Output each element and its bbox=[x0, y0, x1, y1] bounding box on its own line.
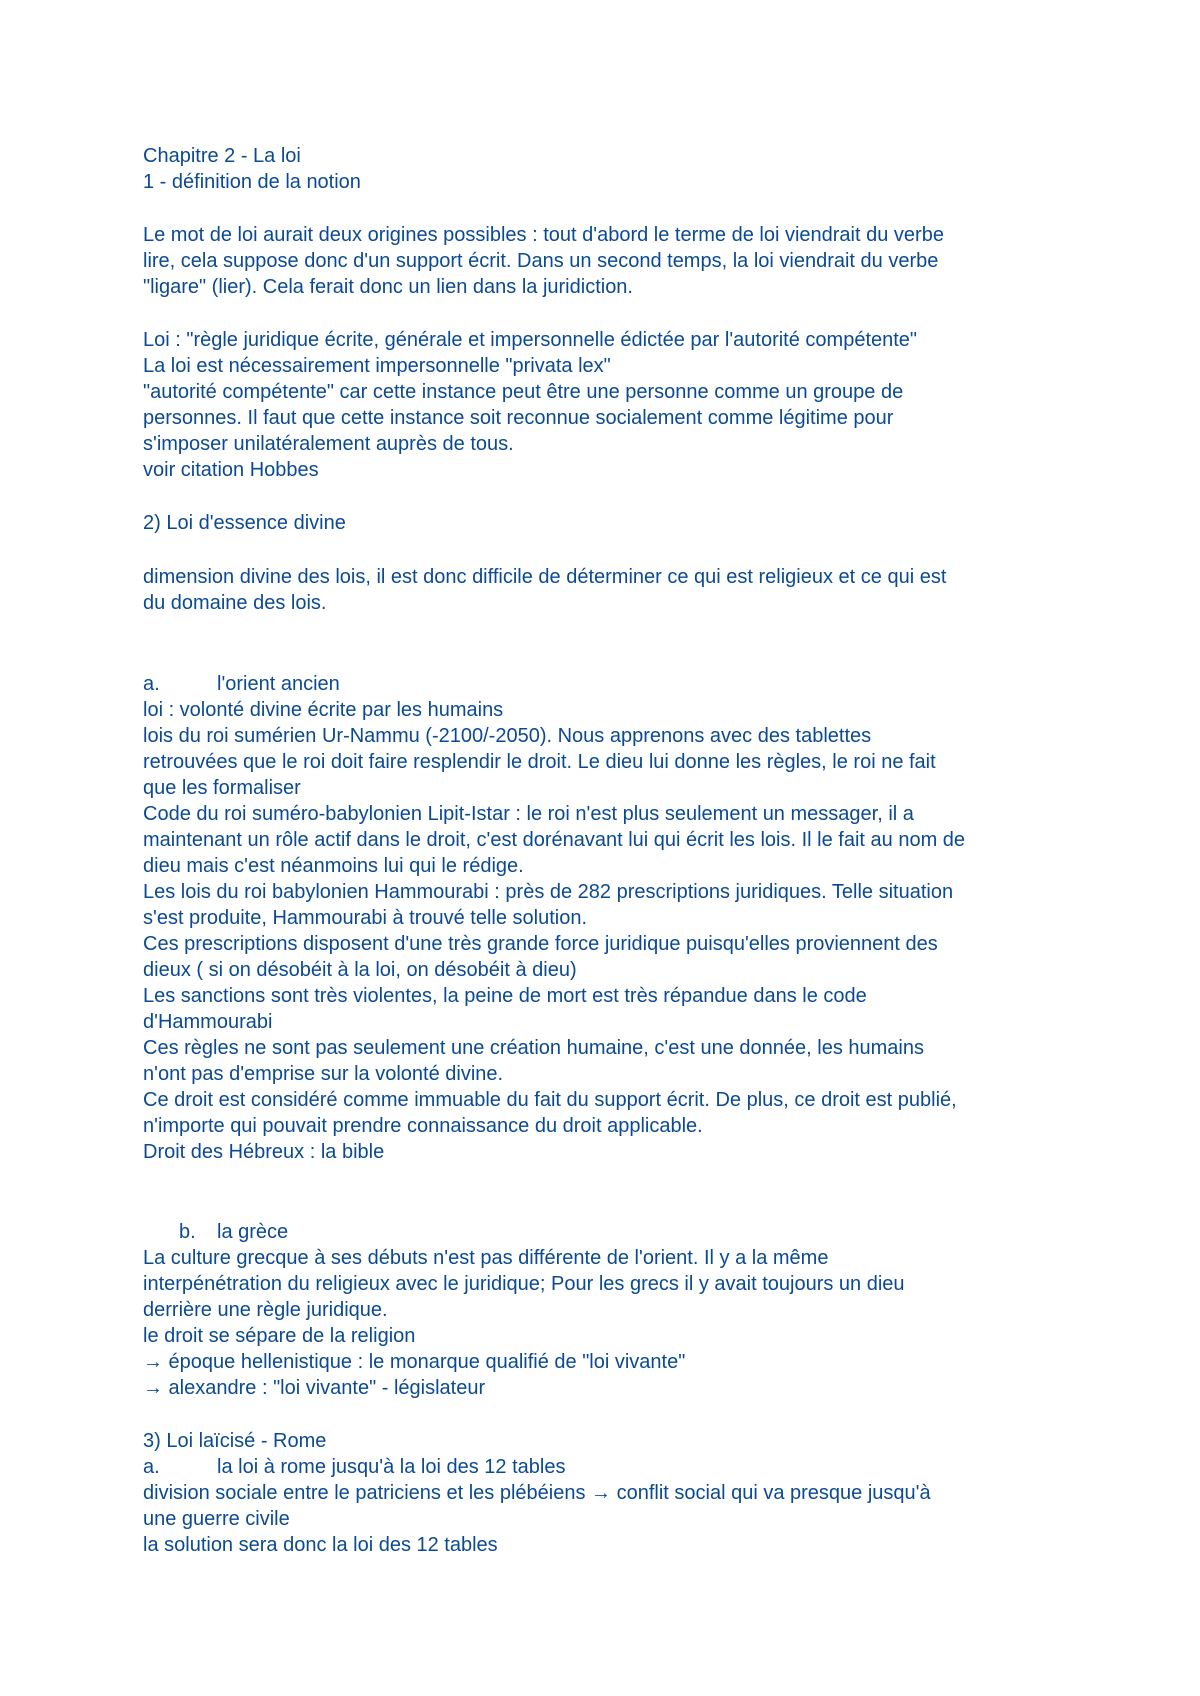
paragraph-line: n'ont pas d'emprise sur la volonté divine. bbox=[143, 1063, 504, 1085]
paragraph-line: d'Hammourabi bbox=[143, 1011, 273, 1033]
paragraph-line: retrouvées que le roi doit faire resplendir le droit. Le dieu lui donne les règles, le roi ne fait bbox=[143, 751, 936, 773]
paragraph-line: → époque hellenistique : le monarque qualifié de "loi vivante" bbox=[143, 1351, 686, 1373]
paragraph-line: La culture grecque à ses débuts n'est pas différente de l'orient. Il y a la même bbox=[143, 1247, 829, 1269]
section-1-heading: 1 - définition de la notion bbox=[143, 171, 361, 193]
subsection-title: l'orient ancien bbox=[217, 673, 340, 695]
list-label: a. bbox=[143, 673, 160, 695]
paragraph-line: dieux ( si on désobéit à la loi, on désobéit à dieu) bbox=[143, 959, 577, 981]
paragraph-line: Loi : "règle juridique écrite, générale et impersonnelle édictée par l'autorité compétente" bbox=[143, 329, 918, 351]
chapter-title: Chapitre 2 - La loi bbox=[143, 145, 301, 167]
paragraph-line: personnes. Il faut que cette instance soit reconnue socialement comme légitime pour bbox=[143, 407, 894, 429]
paragraph-line: dimension divine des lois, il est donc difficile de déterminer ce qui est religieux et ce qui est bbox=[143, 566, 947, 588]
paragraph-line: maintenant un rôle actif dans le droit, c'est dorénavant lui qui écrit les lois. Il le fait au nom de bbox=[143, 829, 966, 851]
paragraph-line: s'imposer unilatéralement auprès de tous. bbox=[143, 433, 514, 455]
list-label: a. bbox=[143, 1456, 160, 1478]
section-3-heading: 3) Loi laïcisé - Rome bbox=[143, 1430, 327, 1452]
paragraph-line: lois du roi sumérien Ur-Nammu (-2100/-2050). Nous apprenons avec des tablettes bbox=[143, 725, 872, 747]
paragraph-line: s'est produite, Hammourabi à trouvé telle solution. bbox=[143, 907, 588, 929]
paragraph-line: voir citation Hobbes bbox=[143, 459, 319, 481]
paragraph-line: "ligare" (lier). Cela ferait donc un lien dans la juridiction. bbox=[143, 276, 633, 298]
paragraph-line: une guerre civile bbox=[143, 1508, 290, 1530]
subsection-title: la grèce bbox=[217, 1221, 289, 1243]
paragraph-line: n'importe qui pouvait prendre connaissance du droit applicable. bbox=[143, 1115, 703, 1137]
paragraph-line: Ces prescriptions disposent d'une très grande force juridique puisqu'elles proviennent des bbox=[143, 933, 938, 955]
paragraph-line: dieu mais c'est néanmoins lui qui le rédige. bbox=[143, 855, 524, 877]
paragraph-line: division sociale entre le patriciens et les plébéiens → conflit social qui va presque jusqu'à bbox=[143, 1482, 931, 1504]
paragraph-line: lire, cela suppose donc d'un support écrit. Dans un second temps, la loi viendrait du verbe bbox=[143, 250, 939, 272]
section-2-heading: 2) Loi d'essence divine bbox=[143, 512, 346, 534]
paragraph-line: "autorité compétente" car cette instance peut être une personne comme un groupe de bbox=[143, 381, 904, 403]
paragraph-line: derrière une règle juridique. bbox=[143, 1299, 388, 1321]
subsection-a2-heading bbox=[143, 1454, 565, 1480]
paragraph-line: Ce droit est considéré comme immuable du fait du support écrit. De plus, ce droit est publié, bbox=[143, 1089, 957, 1111]
paragraph-line: La loi est nécessairement impersonnelle "privata lex" bbox=[143, 355, 611, 377]
subsection-title: la loi à rome jusqu'à la loi des 12 tables bbox=[217, 1456, 566, 1478]
paragraph-line: Code du roi suméro-babylonien Lipit-Istar : le roi n'est plus seulement un messager, il a bbox=[143, 803, 914, 825]
paragraph-line: Les lois du roi babylonien Hammourabi : près de 282 prescriptions juridiques. Telle situation bbox=[143, 881, 954, 903]
paragraph-line: → alexandre : "loi vivante" - législateur bbox=[143, 1377, 486, 1399]
paragraph-line: le droit se sépare de la religion bbox=[143, 1325, 416, 1347]
paragraph-line: la solution sera donc la loi des 12 tables bbox=[143, 1534, 498, 1556]
paragraph-line: Le mot de loi aurait deux origines possibles : tout d'abord le terme de loi viendrait du verbe bbox=[143, 224, 944, 246]
subsection-a-heading bbox=[143, 671, 340, 697]
paragraph-line: du domaine des lois. bbox=[143, 592, 327, 614]
paragraph-line: loi : volonté divine écrite par les humains bbox=[143, 699, 504, 721]
list-label: b. bbox=[179, 1221, 196, 1243]
subsection-b-heading bbox=[143, 1219, 288, 1245]
paragraph-line: Droit des Hébreux : la bible bbox=[143, 1141, 385, 1163]
paragraph-line: Les sanctions sont très violentes, la peine de mort est très répandue dans le code bbox=[143, 985, 867, 1007]
paragraph-line: Ces règles ne sont pas seulement une création humaine, c'est une donnée, les humains bbox=[143, 1037, 924, 1059]
paragraph-line: que les formaliser bbox=[143, 777, 301, 799]
paragraph-line: interpénétration du religieux avec le juridique; Pour les grecs il y avait toujours un dieu bbox=[143, 1273, 905, 1295]
